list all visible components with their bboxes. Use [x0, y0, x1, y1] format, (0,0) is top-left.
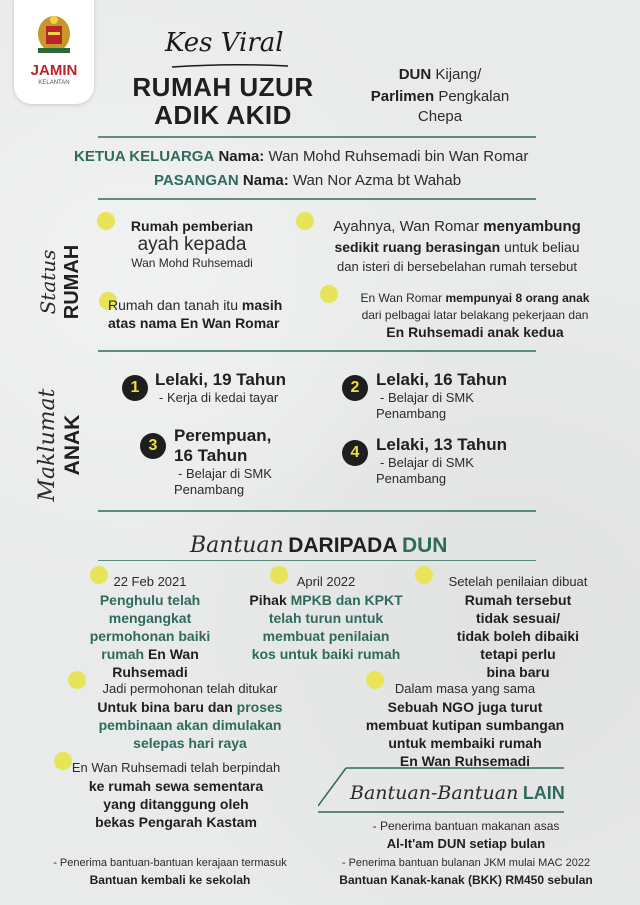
status-rumah-label [36, 227, 90, 337]
b4-l1b: proses [236, 699, 283, 715]
b1-l4a: rumah [101, 646, 145, 662]
bantuan-bold1: DARIPADA [288, 534, 398, 557]
pasangan-label: PASANGAN [154, 172, 239, 189]
child-3 [174, 426, 272, 498]
b2-l2: telah turun untuk [268, 610, 384, 626]
child-4-desc2: Penambang [376, 471, 447, 486]
b3-l4: tetapi perlu [480, 646, 556, 662]
status-item3-pre: Rumah dan tanah itu [108, 297, 238, 313]
lain-bold: LAIN [522, 783, 565, 803]
lain-l1-small: - Penerima bantuan makanan asas [372, 819, 560, 833]
lain-l2-small: - Penerima bantuan-bantuan kerajaan termasuk [53, 857, 287, 869]
lain-l2-bold: Bantuan kembali ke sekolah [89, 873, 251, 887]
bantuan-script: Bantuan [190, 533, 284, 558]
b3-l1: Rumah tersebut [464, 592, 572, 608]
status-item-1 [102, 218, 282, 270]
rumah-bold: RUMAH [61, 244, 83, 320]
b1-l3: permohonan baiki [89, 628, 211, 644]
child-1-title: Lelaki, 19 Tahun [155, 370, 287, 389]
divider [98, 510, 536, 512]
status-script: Status [36, 249, 60, 315]
child-3-title: Perempuan, [174, 426, 272, 445]
child-2-desc2: Penambang [376, 406, 447, 421]
child-number-badge: 2 [342, 375, 368, 401]
b6-l3: bekas Pengarah Kastam [95, 814, 257, 830]
parlimen-label: Parlimen [370, 88, 435, 105]
lain-l3-small: - Penerima bantuan bulanan JKM mulai MAC 2022 [341, 857, 591, 869]
child-3-title2: 16 Tahun [174, 446, 248, 465]
b5-l1: Sebuah NGO juga turut [387, 699, 543, 715]
child-number-badge: 3 [140, 433, 166, 459]
b2-l4: kos untuk baiki rumah [251, 646, 401, 662]
b1-l1: Penghulu telah [99, 592, 201, 608]
status-item-2 [292, 217, 622, 277]
b2-l1a: Pihak [249, 592, 287, 608]
parlimen-value2: Chepa [417, 108, 463, 125]
b3-l5: bina baru [486, 664, 550, 680]
ketua-nama: Wan Mohd Ruhsemadi bin Wan Romar [268, 148, 529, 165]
status-item-4 [320, 290, 630, 341]
dun-value: Kijang/ [435, 66, 482, 83]
status-item2-line3: dan isteri di bersebelahan rumah tersebut [337, 259, 577, 274]
child-4-title: Lelaki, 13 Tahun [376, 435, 508, 454]
b6-l2: yang ditanggung oleh [103, 796, 249, 812]
b2-l1b: MPKB dan KPKT [290, 592, 403, 608]
status-item-3 [108, 296, 318, 332]
child-1 [155, 370, 286, 405]
lain-l1-bold: Al-It'am DUN setiap bulan [386, 836, 546, 851]
b6-intro: En Wan Ruhsemadi telah berpindah [71, 760, 281, 775]
b5-l3: untuk membaiki rumah [388, 735, 542, 751]
child-4-desc: - Belajar di SMK [380, 455, 474, 470]
bantuan-block-1 [60, 573, 240, 681]
lain-l3-bold: Bantuan Kanak-kanak (BKK) RM450 sebulan [339, 873, 593, 887]
title-line2: ADIK AKID [154, 100, 292, 130]
b6-l1: ke rumah sewa sementara [88, 778, 264, 794]
anak-bold: ANAK [61, 414, 84, 476]
ketua-line [74, 148, 528, 165]
status-item3-bold: masih [241, 297, 283, 313]
b1-l2: mengangkat [108, 610, 192, 626]
lain-heading [350, 782, 565, 804]
divider [98, 350, 536, 352]
divider [98, 136, 536, 138]
bantuan-block-6 [46, 759, 306, 831]
logo-subtext: KELANTAN [38, 80, 70, 86]
b4-l3: selepas hari raya [133, 735, 247, 751]
child-number-badge: 4 [342, 440, 368, 466]
status-item1-small: Wan Mohd Ruhsemadi [131, 256, 253, 270]
b4-intro: Jadi permohonan telah ditukar [102, 681, 278, 696]
status-item4-bold2: En Ruhsemadi anak kedua [386, 324, 564, 340]
b2-date: April 2022 [296, 574, 356, 589]
b4-l2: pembinaan akan dimulakan [98, 717, 282, 733]
status-item2-pre: Ayahnya, Wan Romar [333, 218, 480, 235]
b5-l2: membuat kutipan sumbangan [365, 717, 565, 733]
kes-viral-script: Kes Viral [165, 28, 284, 58]
b3-intro: Setelah penilaian dibuat [448, 574, 588, 589]
divider [98, 560, 536, 561]
lain-script: Bantuan-Bantuan [350, 782, 519, 804]
pasangan-nama: Wan Nor Azma bt Wahab [292, 172, 462, 189]
b3-l2: tidak sesuai/ [475, 610, 561, 626]
ketua-label: KETUA KELUARGA [74, 148, 215, 165]
b3-l3: tidak boleh dibaiki [456, 628, 580, 644]
child-2-desc: - Belajar di SMK [380, 390, 474, 405]
bantuan-block-2 [236, 573, 416, 663]
dun-line [360, 66, 520, 83]
b2-l3: membuat penilaian [262, 628, 390, 644]
divider [98, 198, 536, 200]
b4-l1a: Untuk bina baru dan [97, 699, 233, 715]
b1-l5: Ruhsemadi [112, 664, 188, 680]
logo-panel [14, 0, 94, 104]
status-item1-bold: Rumah pemberian [130, 218, 254, 234]
crest-icon [34, 12, 74, 56]
b5-intro: Dalam masa yang sama [394, 681, 536, 696]
status-item4-line2: dari pelbagai latar belakang pekerjaan dan [361, 308, 589, 322]
parlimen-value: Pengkalan [438, 88, 510, 105]
status-item1-big: ayah kepada [137, 234, 247, 255]
ketua-nama-label: Nama: [218, 148, 265, 165]
title-line1: RUMAH UZUR [132, 72, 314, 102]
lain-item-3 [316, 855, 616, 889]
child-1-desc: - Kerja di kedai tayar [159, 390, 279, 405]
parlimen-line [350, 88, 530, 105]
child-2-title: Lelaki, 16 Tahun [376, 370, 508, 389]
dun-label: DUN [398, 66, 432, 83]
lain-item-1 [336, 818, 596, 852]
maklumat-anak-label [35, 380, 95, 510]
bantuan-block-4 [60, 680, 320, 752]
b5-l4: En Wan Ruhsemadi [399, 753, 531, 769]
underline-swash [170, 63, 290, 69]
status-item2-bold2: sedikit ruang berasingan [334, 239, 501, 255]
logo-text: JAMIN [30, 62, 78, 79]
bantuan-block-3 [418, 573, 618, 681]
child-3-desc: - Belajar di SMK [178, 466, 272, 481]
status-item3-bold2: atas nama En Wan Romar [108, 315, 280, 331]
bantuan-bold2: DUN [401, 534, 448, 557]
pasangan-line [154, 172, 461, 189]
pasangan-nama-label: Nama: [242, 172, 289, 189]
child-number-badge: 1 [122, 375, 148, 401]
status-item2-rest: untuk beliau [504, 239, 580, 255]
status-item2-bold: menyambung [483, 218, 581, 235]
maklumat-script: Maklumat [35, 388, 60, 502]
status-item4-bold: mempunyai 8 orang anak [445, 291, 590, 305]
child-3-desc2: Penambang [174, 482, 245, 497]
bantuan-dun-heading [190, 533, 447, 558]
b1-date: 22 Feb 2021 [113, 574, 187, 589]
child-2 [376, 370, 507, 422]
b1-l4b: En Wan [147, 646, 199, 662]
lain-item-2 [20, 855, 320, 889]
child-4 [376, 435, 507, 487]
bantuan-block-5 [330, 680, 600, 770]
status-item4-pre: En Wan Romar [360, 291, 443, 305]
